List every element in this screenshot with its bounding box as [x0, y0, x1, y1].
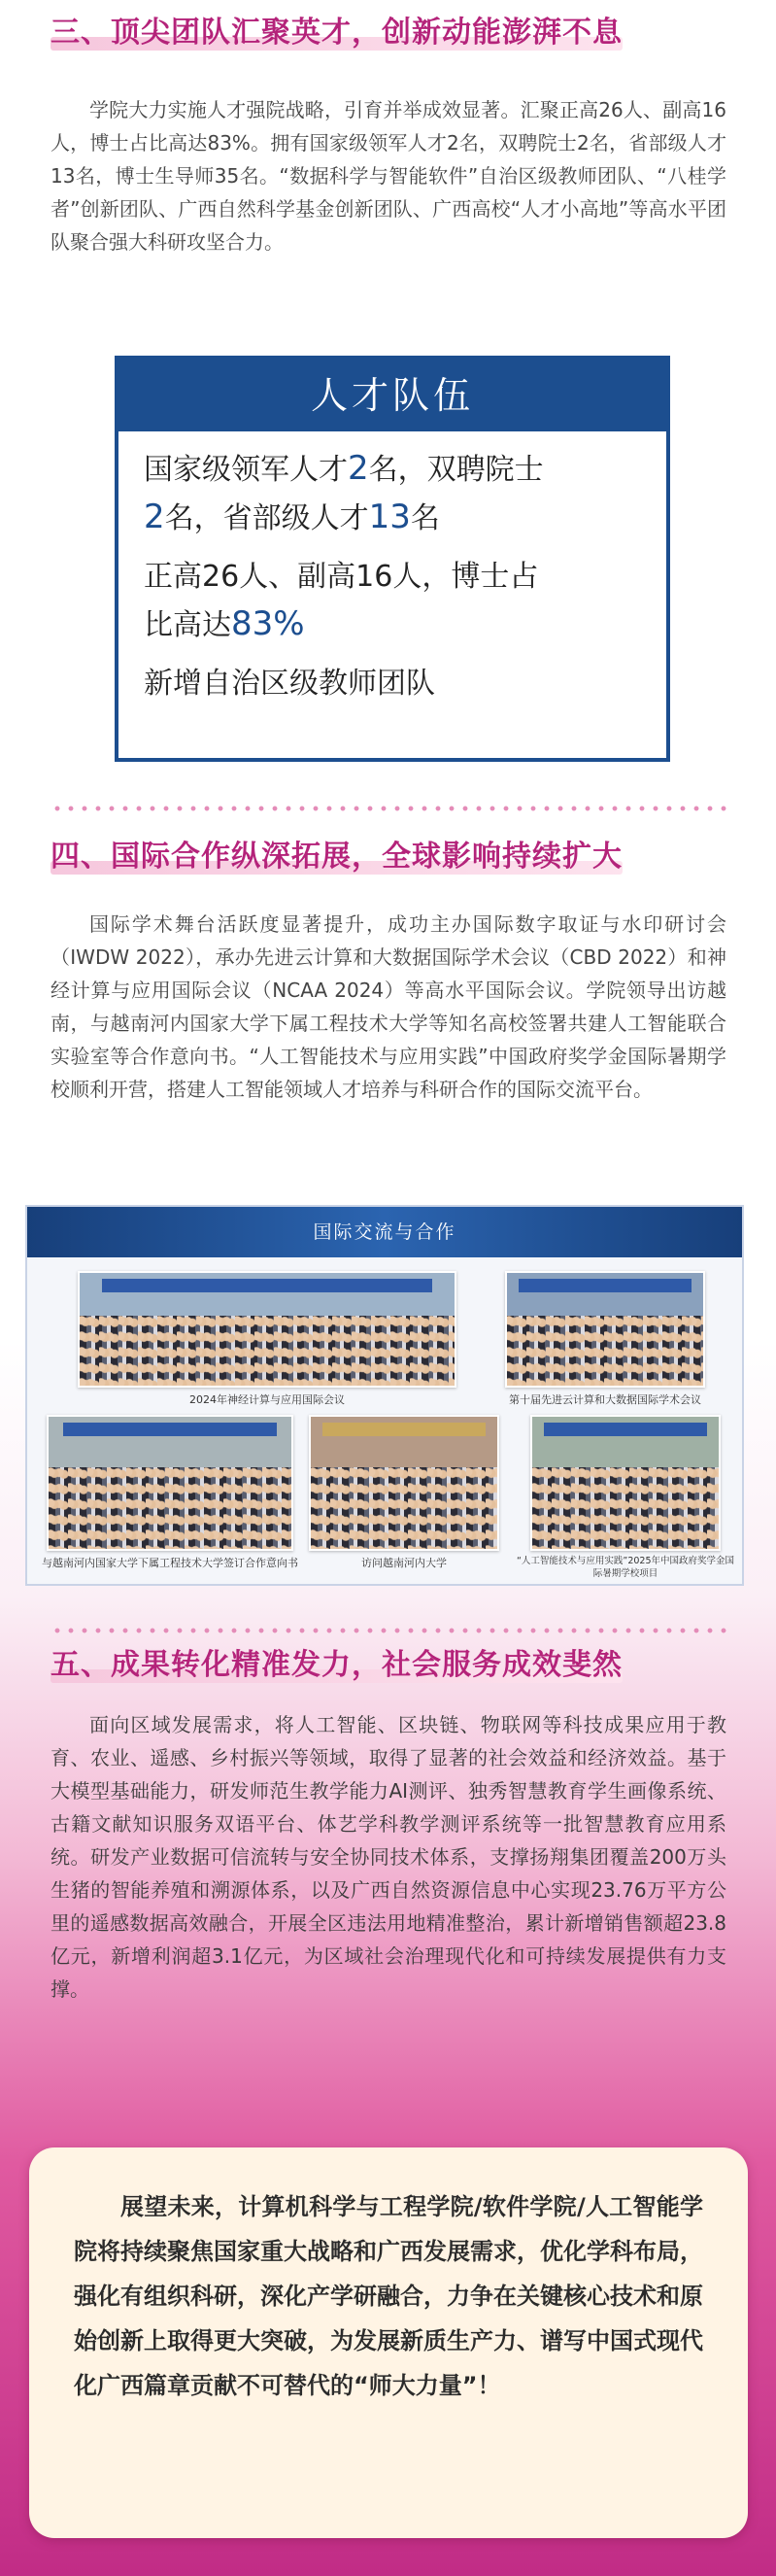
caption-summer-school: “人工智能技术与应用实践”2025年中国政府奖学金国际暑期学校项目: [516, 1556, 735, 1579]
caption-hanoi-visit: 访问越南河内大学: [361, 1557, 447, 1569]
board-title: 国际交流与合作: [27, 1207, 742, 1257]
section4-paragraph: 国际学术舞台活跃度显著提升，成功主办国际数字取证与水印研讨会（IWDW 2022），承办先进云计算和大数据国际学术会议（CBD 2022）和神经计算与应用国际会议（NCAA 2024）等高水平国际会议。学院领导出访越南，与越南河内国家大学下属工程技术大学等知名高校签署共建人工智能联合实验室等合作意向书。“人工智能技术与应用实践”中国政府奖学金国际暑期学校顺利开营，搭建人工智能领域人才培养与科研合作的国际交流平台。: [51, 912, 726, 1101]
photo-summer-school: [530, 1415, 721, 1551]
talent-line-new-team: 新增自治区级教师团队: [144, 667, 435, 701]
talent-line-leaders: 国家级领军人才2名，双聘院士 2名，省部级人才13名: [144, 449, 544, 536]
photo-hanoi-visit: [309, 1415, 499, 1551]
outlook-text: 展望未来，计算机科学与工程学院/软件学院/人工智能学院将持续聚焦国家重大战略和广西发展需求，优化学科布局，强化有组织科研，深化产学研融合，力争在关键核心技术和原始创新上取得更大突破，为发展新质生产力、谱写中国式现代化广西篇章贡献不可替代的“师大力量”！: [74, 2193, 703, 2399]
talent-team-box: [115, 356, 670, 762]
dotted-divider: [51, 1625, 730, 1636]
section4-heading: 四、国际合作纵深拓展，全球影响持续扩大: [51, 840, 623, 874]
section5-heading: 五、成果转化精准发力，社会服务成效斐然: [51, 1648, 623, 1682]
outlook-box: [29, 2147, 748, 2538]
talent-box-title: 人才队伍: [118, 360, 666, 431]
caption-vietnam-signing: 与越南河内国家大学下属工程技术大学签订合作意向书: [42, 1557, 298, 1569]
photo-ncaa-2024: [78, 1271, 456, 1388]
talent-line-staff: 正高26人、副高16人，博士占 比高达83%: [144, 560, 539, 643]
caption-ncaa-2024: 2024年神经计算与应用国际会议: [189, 1393, 345, 1406]
section3-paragraph: 学院大力实施人才强院战略，引育并举成效显著。汇聚正高26人、副高16人，博士占比高达83%。拥有国家级领军人才2名，双聘院士2名，省部级人才13名，博士生导师35名。“数据科学与智能软件”自治区级教师团队、“八桂学者”创新团队、广西自然科学基金创新团队、广西高校“人才小高地”等高水平团队聚合强大科研攻坚合力。: [51, 98, 726, 254]
caption-cbd-conference: 第十届先进云计算和大数据国际学术会议: [509, 1393, 701, 1406]
photo-vietnam-signing: [47, 1415, 293, 1551]
international-exchange-board: [25, 1205, 744, 1586]
dotted-divider: [51, 803, 730, 814]
section3-heading: 三、顶尖团队汇聚英才，创新动能澎湃不息: [51, 16, 623, 50]
section5-paragraph: 面向区域发展需求，将人工智能、区块链、物联网等科技成果应用于教育、农业、遥感、乡村振兴等领域，取得了显著的社会效益和经济效益。基于大模型基础能力，研发师范生教学能力AI测评、独秀智慧教育学生画像系统、古籍文献知识服务双语平台、体艺学科教学测评系统等一批智慧教育应用系统。研发产业数据可信流转与安全协同技术体系，支撑扬翔集团覆盖200万头生猪的智能养殖和溯源体系，以及广西自然资源信息中心实现23.76万平方公里的遥感数据高效融合，开展全区违法用地精准整治，累计新增销售额超23.8亿元，新增利润超3.1亿元，为区域社会治理现代化和可持续发展提供有力支撑。: [51, 1713, 726, 2001]
photo-cbd-conference: [505, 1271, 705, 1388]
